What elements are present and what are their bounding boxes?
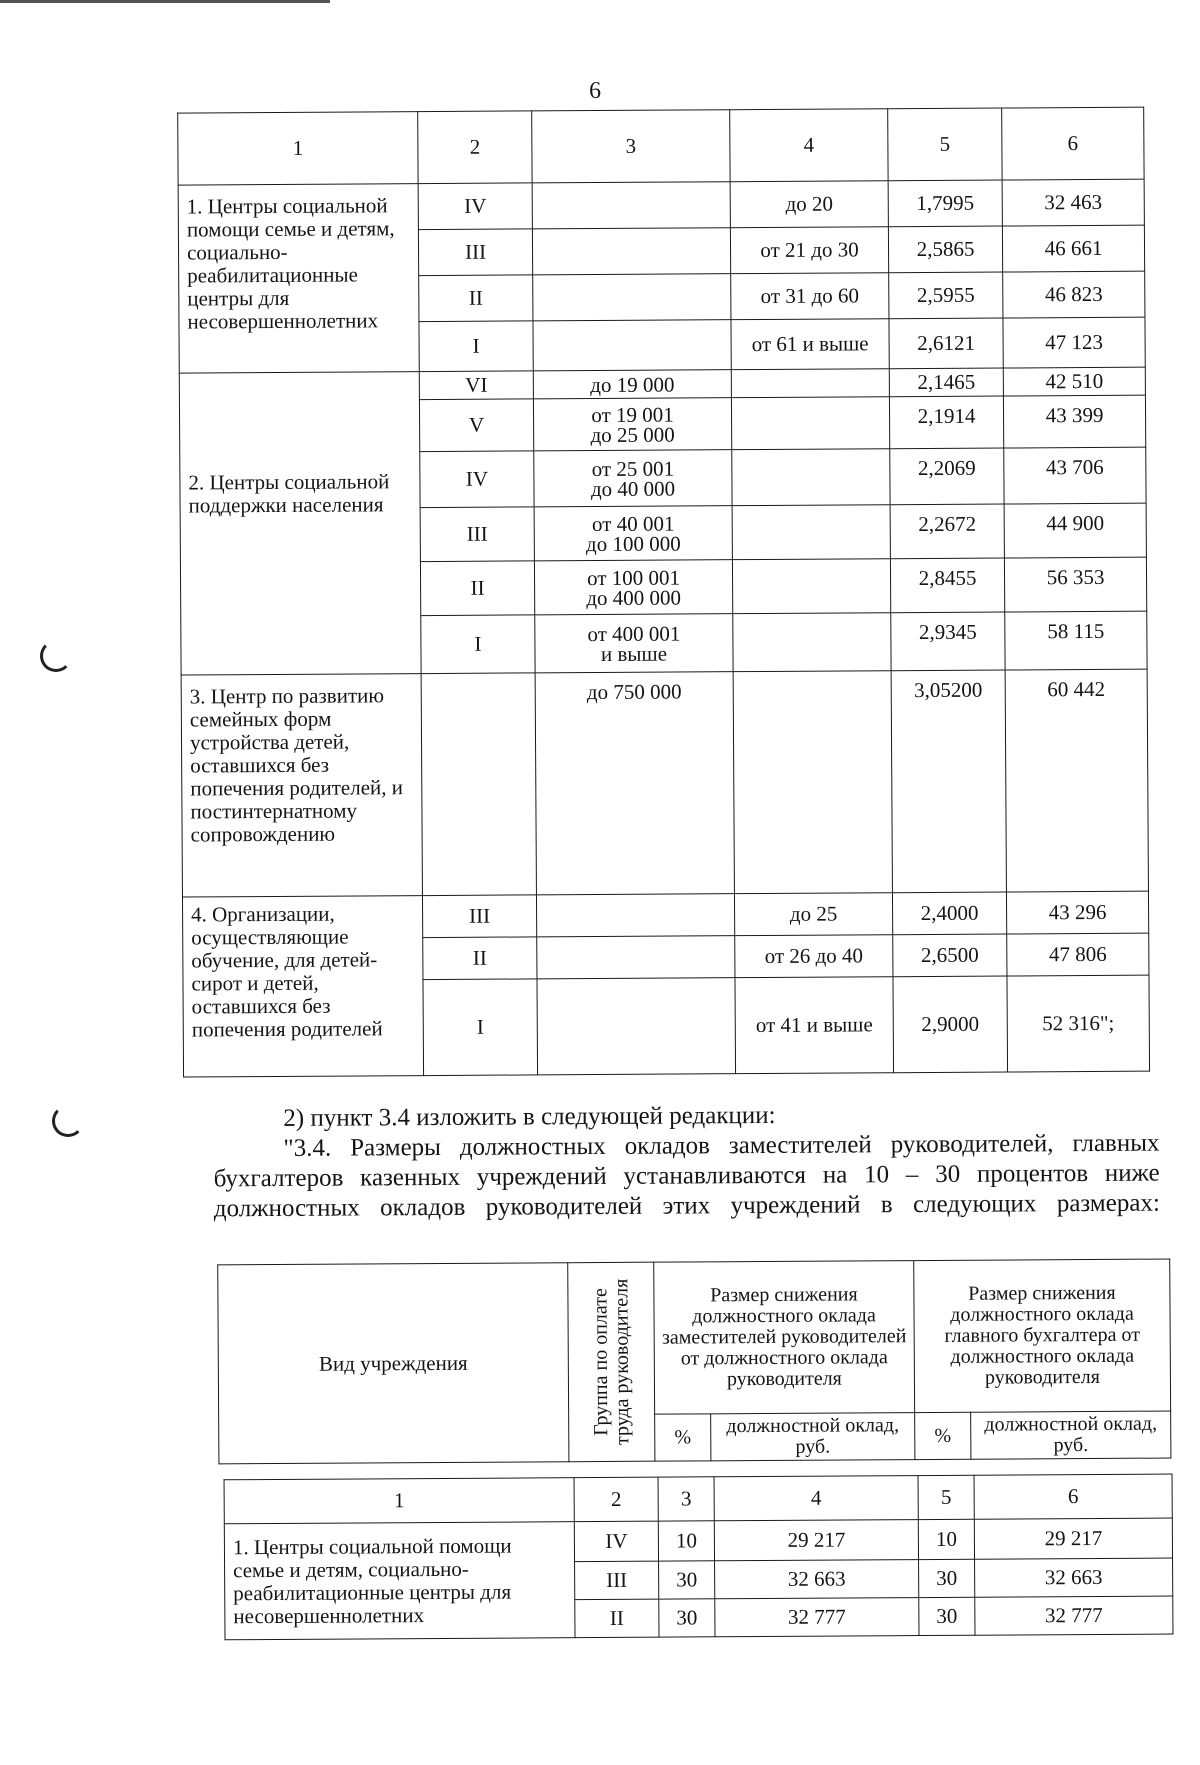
volume-cell xyxy=(534,506,732,561)
column-number: 1 xyxy=(224,1478,574,1524)
institution-type-cell: 1. Центры социальной помощи семье и детям, социально-реабилитационные центры для несовершеннолетних xyxy=(224,1522,575,1640)
table-row xyxy=(181,669,1148,897)
coefficient-cell: 2,6500 xyxy=(893,934,1007,977)
institution-type-cell: 4. Организации, осуществляющие обучение, для детей-сирот и детей, оставшихся без попечения родителей xyxy=(182,896,423,1077)
institution-type-cell: 2. Центры социальной поддержки населения xyxy=(179,372,421,675)
salary-cell: 32 463 xyxy=(1002,179,1144,226)
institution-type-header: Вид учреждения xyxy=(218,1263,569,1464)
salary-cell: 43 296 xyxy=(1006,891,1148,934)
institution-type-cell: 3. Центр по развитию семейных форм устройства детей, оставшихся без попечения родителей, и постинтернатному сопровождению xyxy=(181,674,422,897)
group-cell: II xyxy=(419,275,533,322)
column-number: 1 xyxy=(178,112,418,185)
volume-cell xyxy=(534,450,732,507)
page-number: 6 xyxy=(588,77,602,105)
volume-cell xyxy=(535,614,733,673)
volume-cell xyxy=(532,182,730,229)
column-number: 3 xyxy=(532,110,730,183)
coefficient-cell: 2,1914 xyxy=(889,396,1003,449)
count-cell: от 41 и выше xyxy=(735,977,894,1074)
deputy-salary-cell: 29 217 xyxy=(714,1520,918,1561)
accountant-percent-cell: 30 xyxy=(919,1597,975,1635)
column-number: 5 xyxy=(888,108,1002,181)
salary-cell: 52 316"; xyxy=(1007,975,1150,1072)
volume-cell xyxy=(534,560,732,615)
volume-range-from: от 19 001 xyxy=(591,402,674,427)
accountant-percent-cell: 10 xyxy=(918,1519,974,1559)
salary-cell: 44 900 xyxy=(1004,503,1146,558)
pay-group-header-text: Группа по оплате труда руководителя xyxy=(588,1278,633,1446)
salary-subheader: должностной оклад, руб. xyxy=(711,1413,915,1461)
accountant-salary-cell: 32 663 xyxy=(975,1558,1173,1597)
coefficient-cell: 2,9345 xyxy=(891,612,1005,671)
coefficient-cell: 2,2672 xyxy=(890,504,1004,559)
coefficient-cell: 2,6121 xyxy=(889,318,1003,369)
volume-range-to: и выше xyxy=(600,641,668,666)
deputy-salary-cell: 32 777 xyxy=(715,1598,919,1637)
count-cell: от 26 до 40 xyxy=(735,935,893,978)
salary-cell: 56 353 xyxy=(1004,557,1146,612)
count-cell xyxy=(732,449,890,506)
group-cell: IV xyxy=(574,1521,658,1562)
coefficient-cell: 2,2069 xyxy=(890,448,1004,505)
coefficient-cell: 2,5955 xyxy=(889,272,1003,319)
salary-cell: 43 706 xyxy=(1004,447,1146,504)
volume-cell xyxy=(533,274,731,321)
column-number: 3 xyxy=(658,1477,714,1521)
group-cell: I xyxy=(421,615,535,674)
coefficient-cell: 2,9000 xyxy=(893,976,1008,1073)
column-number: 4 xyxy=(730,109,888,182)
deputy-percent-cell: 30 xyxy=(659,1599,715,1637)
volume-cell xyxy=(533,398,731,451)
coefficient-cell: 2,4000 xyxy=(892,892,1006,935)
deputy-salary-cell: 32 663 xyxy=(715,1560,919,1599)
percent-subheader: % xyxy=(915,1412,971,1459)
volume-cell xyxy=(537,936,735,979)
coefficient-cell: 1,7995 xyxy=(888,180,1002,227)
volume-cell xyxy=(533,320,731,371)
count-cell xyxy=(732,559,890,614)
salary-subheader: должностной оклад, руб. xyxy=(971,1411,1171,1459)
volume-range-from: от 400 001 xyxy=(587,621,681,646)
group-cell: III xyxy=(422,895,536,938)
count-cell: от 21 до 30 xyxy=(730,227,888,274)
group-cell xyxy=(421,673,536,896)
coefficient-cell: 3,05200 xyxy=(891,670,1006,893)
volume-cell xyxy=(537,978,736,1075)
accountant-salary-cell: 32 777 xyxy=(975,1596,1173,1635)
institution-type-cell: 1. Центры социальной помощи семье и детям, социально-реабилитационные центры для несовершеннолетних xyxy=(178,184,419,373)
table-header-row xyxy=(218,1259,1171,1417)
count-cell: от 31 до 60 xyxy=(731,273,889,320)
column-number: 4 xyxy=(714,1476,918,1521)
count-cell xyxy=(731,397,889,450)
volume-range-to: до 40 000 xyxy=(590,476,676,501)
volume-range-to: до 100 000 xyxy=(585,531,681,556)
count-cell xyxy=(733,613,891,672)
group-cell: II xyxy=(420,561,534,616)
deputy-salary-header-table xyxy=(217,1259,1171,1465)
volume-range-to: до 25 000 xyxy=(590,422,675,447)
salary-cell: 60 442 xyxy=(1005,669,1148,892)
column-number: 2 xyxy=(574,1477,658,1522)
accountant-reduction-header: Размер снижения должностного оклада главного бухгалтера от должностного оклада руководителя xyxy=(914,1259,1171,1413)
column-number: 2 xyxy=(418,111,532,184)
coefficient-cell: 2,8455 xyxy=(890,558,1004,613)
salary-cell: 46 661 xyxy=(1002,225,1144,272)
coefficient-cell: 2,5865 xyxy=(888,226,1002,273)
group-cell: V xyxy=(419,399,533,452)
coefficient-cell: 2,1465 xyxy=(889,368,1003,397)
salary-cell: 46 823 xyxy=(1003,271,1145,318)
salary-cell: 42 510 xyxy=(1003,367,1145,396)
accountant-percent-cell: 30 xyxy=(919,1559,975,1597)
amendment-paragraph: 2) пункт 3.4 изложить в следующей редакции: xyxy=(283,1101,776,1132)
count-cell xyxy=(733,671,892,894)
group-cell: IV xyxy=(420,451,534,508)
table-row xyxy=(182,891,1148,939)
group-cell: III xyxy=(418,229,532,276)
deputy-salary-table xyxy=(224,1474,1174,1641)
group-cell: II xyxy=(423,937,537,980)
group-cell: I xyxy=(419,321,533,372)
volume-range-from: до 19 000 xyxy=(590,372,675,397)
salary-cell: 47 123 xyxy=(1003,317,1145,368)
volume-cell xyxy=(532,228,730,275)
column-number: 6 xyxy=(974,1474,1172,1519)
salary-cell: 47 806 xyxy=(1007,933,1149,976)
deputy-percent-cell: 30 xyxy=(659,1561,715,1599)
volume-cell xyxy=(533,370,731,399)
count-cell: до 20 xyxy=(730,181,888,228)
percent-subheader: % xyxy=(655,1414,711,1461)
group-cell: II xyxy=(575,1599,659,1638)
table-row xyxy=(224,1518,1172,1564)
table-header-row xyxy=(224,1474,1172,1524)
clause-3-4-paragraph: "3.4. Размеры должностных окладов заместителей руководителей, главных бухгалтеров казенных учреждений устанавливаются на 10 – 30 процентов ниже должностных окладов руководителей этих учреждений в следующих размерах: xyxy=(213,1129,1160,1223)
group-cell: I xyxy=(423,979,538,1076)
pay-group-header-wrap xyxy=(568,1272,654,1453)
count-cell: от 61 и выше xyxy=(731,319,889,370)
group-cell: VI xyxy=(419,371,533,400)
count-cell xyxy=(731,369,889,398)
volume-range-from: от 25 001 xyxy=(591,456,675,481)
deputy-percent-cell: 10 xyxy=(658,1521,714,1561)
group-cell: IV xyxy=(418,183,532,230)
volume-range-from: от 40 001 xyxy=(591,511,675,536)
column-number: 6 xyxy=(1002,107,1144,180)
count-cell xyxy=(732,505,890,560)
salary-cell: 43 399 xyxy=(1003,395,1145,448)
volume-cell xyxy=(536,894,734,937)
volume-range-from: от 100 001 xyxy=(587,565,681,590)
salary-cell: 58 115 xyxy=(1005,611,1147,670)
table-row xyxy=(178,179,1144,231)
accountant-salary-cell: 29 217 xyxy=(974,1518,1172,1559)
group-cell: III xyxy=(420,507,534,562)
table-header-row xyxy=(178,107,1144,185)
count-cell: до 25 xyxy=(734,893,892,936)
volume-cell: до 750 000 xyxy=(535,672,734,895)
deputy-reduction-header: Размер снижения должностного оклада заместителей руководителей от должностного оклада руководителя xyxy=(654,1261,915,1415)
volume-range-to: до 400 000 xyxy=(586,584,682,610)
pay-group-header xyxy=(568,1262,655,1462)
salary-table xyxy=(177,107,1150,1078)
column-number: 5 xyxy=(918,1475,974,1519)
group-cell: III xyxy=(575,1561,659,1600)
